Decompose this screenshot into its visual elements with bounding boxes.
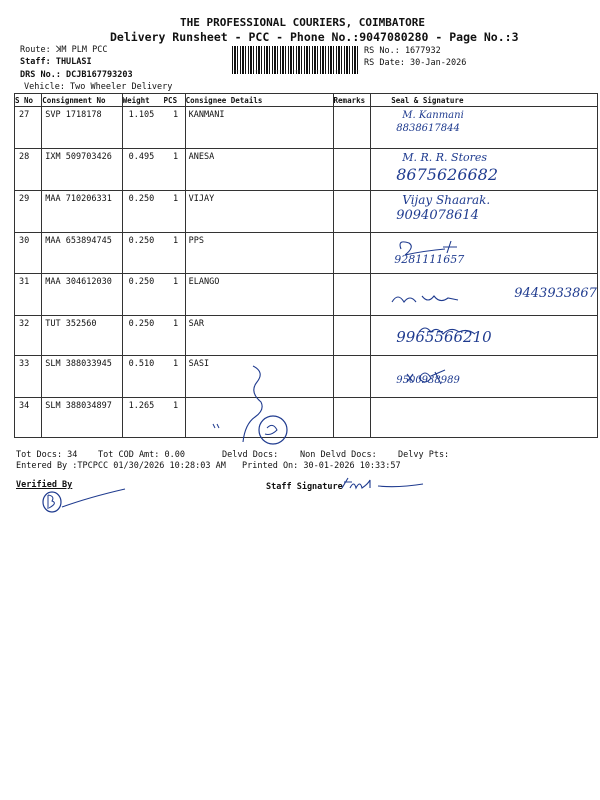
row-weight: 0.495: [122, 149, 163, 191]
row-weight: 0.250: [122, 316, 163, 356]
row33-scribble: [405, 366, 465, 388]
row-weight: 0.250: [122, 191, 163, 233]
handwritten-phone: 9281111657: [394, 253, 465, 266]
handwritten-phone: 8675626682: [396, 165, 499, 185]
row31-scribble: [388, 290, 478, 310]
row-consignment: TUT 352560: [42, 316, 122, 356]
row-weight: 0.510: [122, 356, 163, 398]
row34-squiggle: [205, 362, 315, 452]
table-row: [15, 233, 598, 274]
row-consignment: MAA 653894745: [42, 233, 122, 274]
rs-no: RS No.: 1677932: [364, 46, 441, 56]
verified-by: Verified By: [16, 480, 73, 490]
row-pcs: 1: [164, 316, 186, 356]
handwritten-phone: 9965566210: [396, 328, 492, 346]
table-header: [15, 94, 598, 107]
barcode: [232, 46, 360, 74]
row-consignment: SLM 388034897: [42, 398, 122, 438]
non-delvd-docs: Non Delvd Docs:: [300, 450, 377, 460]
row-consignee: SASI: [185, 356, 333, 398]
col-sno: S No: [15, 94, 42, 107]
verifier-signature: [40, 485, 140, 525]
row-consignee: PPS: [185, 233, 333, 274]
tot-docs: Tot Docs: 34: [16, 450, 78, 460]
col-pcs: PCS: [164, 94, 186, 107]
row-pcs: 1: [164, 233, 186, 274]
row-sno: 27: [15, 107, 42, 149]
row-signature: [371, 191, 598, 233]
runsheet-subtitle: Delivery Runsheet - PCC - Phone No.:9047080280 - Page No.:3: [110, 30, 519, 44]
staff-signature: Staff Signature: [266, 482, 343, 492]
row-sno: 34: [15, 398, 42, 438]
entered-by: Entered By :TPCPCC 01/30/2026 10:28:03 AM: [16, 461, 226, 471]
staff-signature-mark: [338, 474, 428, 498]
handwritten-name: Vijay Shaarak.: [402, 193, 491, 207]
col-signature: Seal & Signature: [371, 94, 598, 107]
row-sno: 28: [15, 149, 42, 191]
printed-on: Printed On: 30-01-2026 10:33:57: [242, 461, 401, 471]
col-weight: Weight: [122, 94, 163, 107]
table-row: [15, 191, 598, 233]
row-consignee: ELANGO: [185, 274, 333, 316]
row-weight: 0.250: [122, 274, 163, 316]
drs-label: DRS No.: DCJB167793203: [20, 70, 133, 80]
row-remarks: [333, 191, 371, 233]
row-pcs: 1: [164, 149, 186, 191]
rs-date: RS Date: 30-Jan-2026: [364, 58, 467, 68]
handwritten-name: M. R. R. Stores: [402, 151, 488, 164]
row-pcs: 1: [164, 274, 186, 316]
row-signature: [371, 398, 598, 438]
tot-cod: Tot COD Amt: 0.00: [98, 450, 185, 460]
delvy-pts: Delvy Pts:: [398, 450, 450, 460]
row-weight: 1.265: [122, 398, 163, 438]
row-remarks: [333, 107, 371, 149]
delvd-docs: Delvd Docs:: [222, 450, 279, 460]
handwritten-phone: 8838617844: [396, 123, 460, 134]
row-pcs: 1: [164, 398, 186, 438]
col-consignee: Consignee Details: [185, 94, 333, 107]
row-pcs: 1: [164, 191, 186, 233]
row-consignee: ANESA: [185, 149, 333, 191]
row-remarks: [333, 149, 371, 191]
row-remarks: [333, 316, 371, 356]
row-sno: 32: [15, 316, 42, 356]
row-sno: 31: [15, 274, 42, 316]
row32-scribble: [415, 322, 495, 340]
handwritten-name: M. Kanmani: [402, 110, 464, 121]
row30-scribble: [395, 237, 485, 261]
handwritten-phone: 9443933867: [514, 286, 597, 301]
handwritten-phone: 9094078614: [396, 208, 479, 224]
row-sno: 29: [15, 191, 42, 233]
row-signature: [371, 107, 598, 149]
row-weight: 1.105: [122, 107, 163, 149]
row-signature: [371, 149, 598, 191]
row-sno: 30: [15, 233, 42, 274]
row-sno: 33: [15, 356, 42, 398]
table-row: [15, 149, 598, 191]
row-consignee: KANMANI: [185, 107, 333, 149]
row-remarks: [333, 356, 371, 398]
row-pcs: 1: [164, 356, 186, 398]
staff-label: Staff: THULASI: [20, 57, 92, 67]
row-consignment: MAA 710206331: [42, 191, 122, 233]
row-consignment: SVP 1718178: [42, 107, 122, 149]
row-consignment: SLM 388033945: [42, 356, 122, 398]
row-consignment: IXM 509703426: [42, 149, 122, 191]
vehicle-label: Vehicle: Two Wheeler Delivery: [24, 82, 173, 92]
row-consignment: MAA 304612030: [42, 274, 122, 316]
table-row: [15, 107, 598, 149]
col-remarks: Remarks: [333, 94, 371, 107]
row-remarks: [333, 274, 371, 316]
table-row: [15, 274, 598, 316]
row-remarks: [333, 233, 371, 274]
row-weight: 0.250: [122, 233, 163, 274]
handwritten-phone: 9500938989: [396, 375, 460, 386]
row-consignee: SAR: [185, 316, 333, 356]
row-consignee: VIJAY: [185, 191, 333, 233]
company-title: THE PROFESSIONAL COURIERS, COIMBATORE: [180, 16, 426, 29]
table-row: [15, 316, 598, 356]
row-pcs: 1: [164, 107, 186, 149]
route-label: Route: ꓘM PLM PCC: [20, 45, 108, 55]
col-consignment: Consignment No: [42, 94, 122, 107]
row-remarks: [333, 398, 371, 438]
